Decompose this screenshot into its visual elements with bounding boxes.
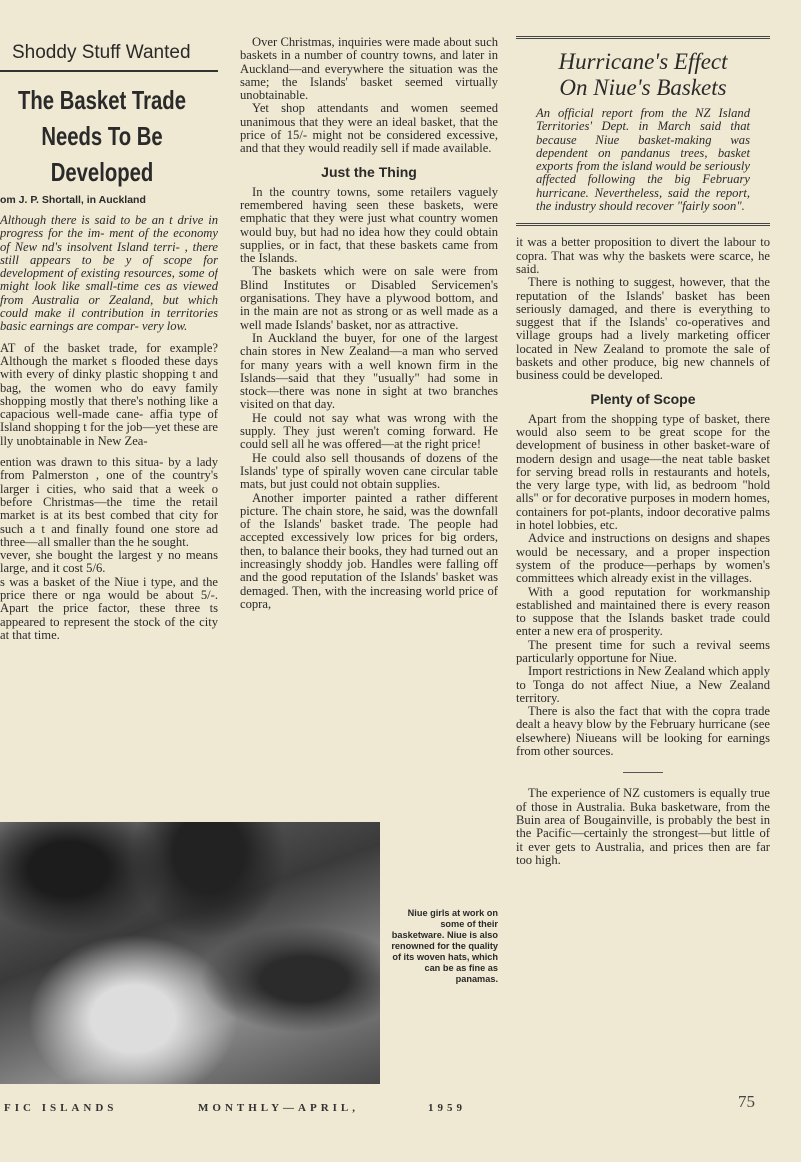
paragraph: In the country towns, some retailers vaguely remembered having seen these baskets, were emphatic that they were just what country women would buy, but had no idea how they could obtain supplies, or in fact, that these baskets came from the Islands. [240,184,498,266]
headline [8,82,195,190]
left-column [0,42,218,812]
paragraph: Apart from the shopping type of basket, there would also seem to be great scope for the development of business in other basket-ware of modern design and usage—the neat table basket for serving bread rolls in restaurants and hotels, the very large type, with lid, as bedroom "hold alls" or for decorative purposes in modern homes, containers for pot-plants, indoor decorative palms in hotel lobbies, etc. [516,411,770,533]
sidebar-title-line: Hurricane's Effect [558,49,728,74]
paragraph: He could not say what was wrong with the supply. They just weren't coming forward. He could sell all he was offered—at the right price! [240,410,498,452]
footer-year: 1959 [428,1102,466,1114]
page-footer [0,1096,801,1118]
article-deck: Although there is said to be an t drive in progress for the im- ment of the economy of New nd's insolvent Island terri- , there still appears to be y of scope for development of existing resources, some of might look like small-time ces as viewed from Australia or Zealand, but which could make il contribution in territories basic earnings are compar- very low. [0,213,218,334]
basket-weaving-photo [0,822,380,1084]
paragraph: s was a basket of the Niue i type, and the price there or nga would be about 5/-. Apart the price factor, these three ts appeared to represent the stock of the city at that time. [0,574,218,642]
sidebar-box [516,36,770,226]
page-number: 75 [738,1092,755,1111]
paragraph: AT of the basket trade, for example? Although the market s flooded these days with every of dinky plastic shopping t and bag, the women who do eavy family shopping mostly that there's nothing like a capacious well-made cane- affia type of Island shopping t for the job—yet these are lly unobtainable in New Zea- [0,340,218,448]
paragraph: There is also the fact that with the copra trade dealt a heavy blow by the February hurricane (see elsewhere) Niueans will be looking for earnings from other sources. [516,704,770,759]
headline-line: Developed [50,157,154,187]
sidebar-text: An official report from the NZ Island Territories' Dept. in March said that because Niue basket-making was dependent on pandanus trees, basket exports from the island would be seriously affected following the big February hurricane. Nevertheless, said the report, the industry should recover "fairly soon". [536,106,750,214]
paragraph: There is nothing to suggest, however, that the reputation of the Islands' basket has been seriously damaged, and there is everything to suggest that if the Islands' co-operatives and village groups had a lively marketing officer located in New Zealand to promote the sale of baskets and other produce, big new channels of business could be developed. [516,275,770,383]
paragraph: The baskets which were on sale were from Blind Institutes or Disabled Servicemen's organisations. They have a plywood bottom, and in the main are not as strong or as well made as a well made Islands' basket, nor as attractive. [240,264,498,332]
paragraph: ention was drawn to this situa- by a lady from Palmerston , one of the country's larger i cities, who said that a week o before Christmas—the time the retail market is at its best combed that city for such a t and finally found one store ad three—all smaller than the he sought. [0,455,218,549]
sidebar-title [522,49,764,101]
paragraph: vever, she bought the largest y no means large, and it cost 5/6. [0,548,218,576]
kicker: Shoddy Stuff Wanted [0,42,218,72]
paragraph: The present time for such a revival seems particularly opportune for Niue. [516,637,770,665]
subheading: Just the Thing [321,163,417,180]
paragraph: Advice and instructions on designs and shapes would be necessary, and a proper inspection system of the produce—perhaps by women's committees which already exist in the villages. [516,531,770,586]
sidebar-title-line: On Niue's Baskets [559,75,727,100]
paragraph: He could also sell thousands of dozens of the Islands' type of spirally woven cane circular table mats, but just could not obtain supplies. [240,450,498,492]
headline-line: The Basket Trade [18,85,186,115]
paragraph: Another importer painted a rather different picture. The chain store, he said, was the downfall of the Islands' basket trade. The people had accepted excessively low prices for big orders, then, to balance their books, they had turned out an increasingly shoddy job. Handles were falling off and the good reputation of the Islands' basket was demaged. Then, with the increasing world price of copra, [240,490,498,611]
paragraph: The experience of NZ customers is equally true of those in Australia. Buka basketware, from the Buin area of Bougainville, is probably the best in the Pacific—certainly the strongest—but little of it ever gets to Australia, and prices then are far too high. [516,786,770,867]
footer-publication: FIC ISLANDS [4,1102,118,1114]
footer-issue: MONTHLY—APRIL, [198,1102,360,1114]
photo-caption: Niue girls at work on some of their basketware. Niue is also renowned for the quality of its woven hats, which can be as fine as panamas. [391,908,498,984]
section-divider [623,772,663,773]
subheading: Plenty of Scope [590,390,696,407]
paragraph: Over Christmas, inquiries were made about such baskets in a number of country towns, and later in Auckland—and everywhere the situation was the same; the Islands' basket seemed virtually unobtainable. [240,36,498,103]
right-column [516,36,770,1086]
paragraph: With a good reputation for workmanship established and maintained there is every reason to suppose that the Islands basket trade could enter a new era of prosperity. [516,584,770,639]
middle-column [240,36,498,811]
headline-line: Needs To Be [41,121,163,151]
paragraph: Yet shop attendants and women seemed unanimous that they were an ideal basket, that the price of 15/- might not be considered excessive, and that they would readily sell if made available. [240,101,498,156]
byline: om J. P. Shortall, in Auckland [0,194,146,206]
paragraph: it was a better proposition to divert the labour to copra. That was why the baskets were scarce, he said. [516,235,770,276]
paragraph: Import restrictions in New Zealand which apply to Tonga do not affect Niue, a New Zealand territory. [516,664,770,705]
paragraph: In Auckland the buyer, for one of the largest chain stores in New Zealand—a man who served for many years with a well known firm in the Islands—said that they "usually" had some in stock—there was none in sight at two branches visited on that day. [240,330,498,412]
